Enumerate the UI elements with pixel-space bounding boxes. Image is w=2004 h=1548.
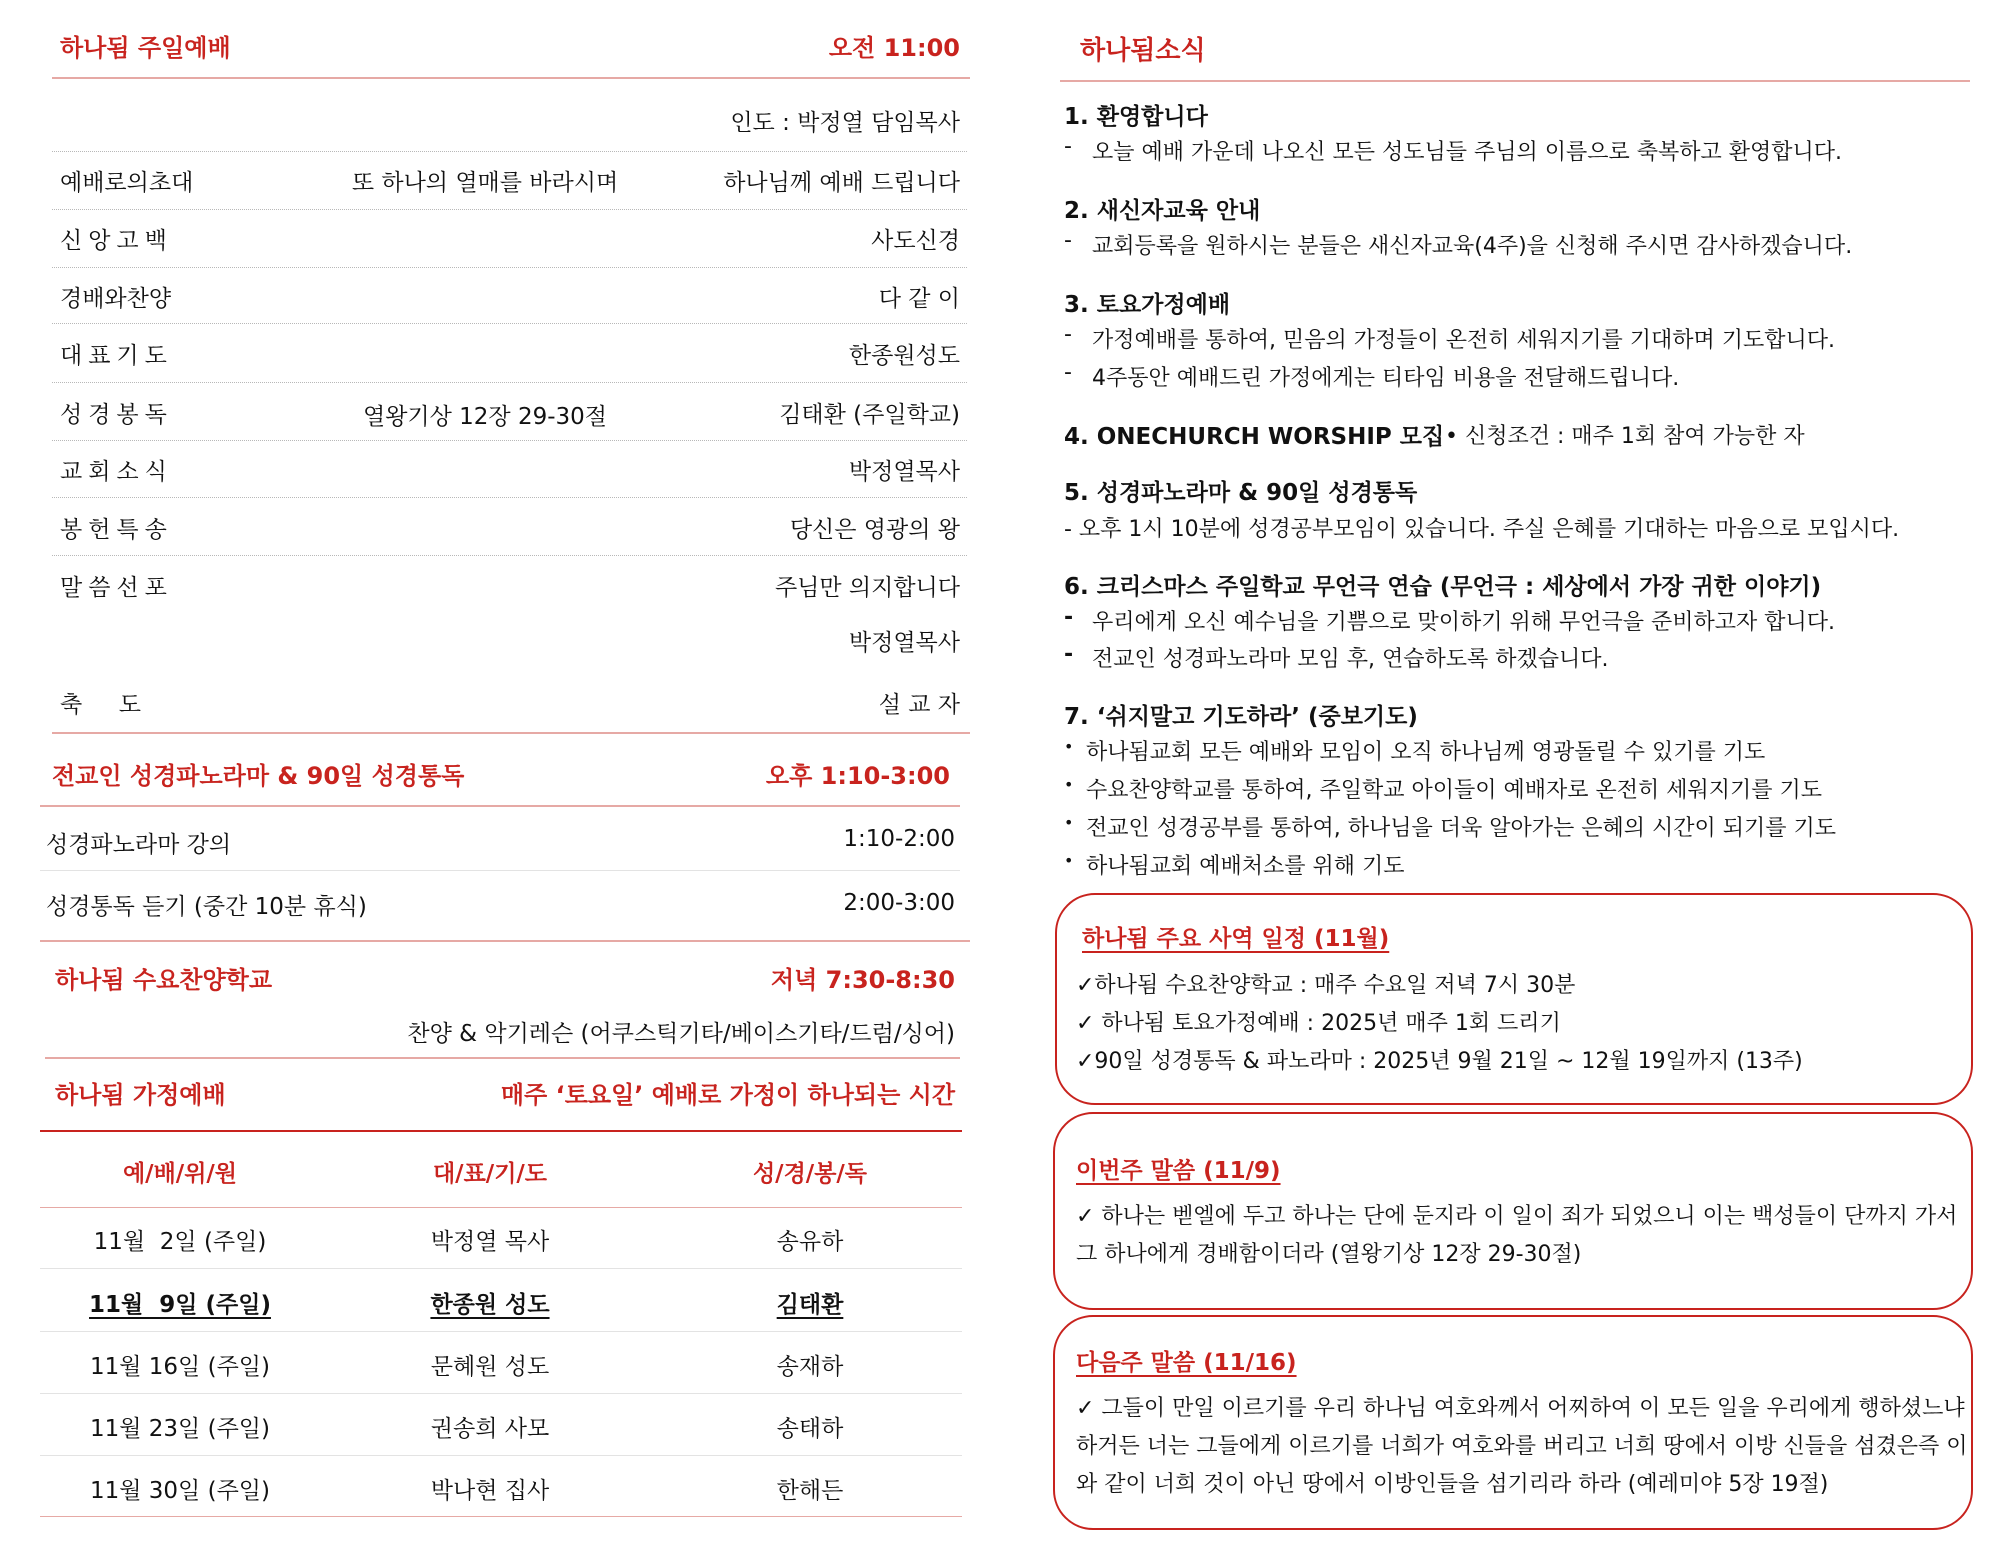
order-right: 다 같 이	[878, 286, 960, 312]
panorama-row-name: 성경통독 듣기 (중간 10분 휴식)	[46, 894, 367, 920]
panorama-row-time: 2:00-3:00	[843, 890, 955, 916]
divider	[45, 1057, 960, 1059]
schedule-title: 하나됨 주요 사역 일정 (11월)	[1082, 926, 1390, 952]
duty-header: 대/표/기/도	[432, 1161, 548, 1187]
order-right: 당신은 영광의 왕	[789, 517, 960, 543]
dash-bullet: -	[1064, 360, 1072, 385]
duty-reading-current: 김태환	[776, 1292, 844, 1318]
schedule-line: ✓90일 성경통독 & 파노라마 : 2025년 9월 21일 ~ 12월 19일까지 (13주)	[1076, 1049, 1803, 1074]
divider	[40, 940, 970, 942]
news-item-heading: 6. 크리스마스 주일학교 무언극 연습 (무언극 : 세상에서 가장 귀한 이야기)	[1064, 574, 1822, 600]
divider	[52, 77, 970, 79]
order-right: 설 교 자	[878, 692, 960, 718]
news-item-line: - 오후 1시 10분에 성경공부모임이 있습니다. 주실 은혜를 기대하는 마음으로 모입시다.	[1064, 517, 1900, 542]
duty-prayer-current: 한종원 성도	[430, 1292, 550, 1318]
dotted-divider	[52, 440, 967, 441]
order-name: 예배로의초대	[60, 170, 194, 196]
duty-prayer: 박나현 집사	[430, 1478, 550, 1504]
order-right: 박정열목사	[848, 459, 960, 485]
order-name: 경배와찬양	[60, 286, 172, 312]
news-item-line: 전교인 성경공부를 통하여, 하나님을 더욱 알아가는 은혜의 시간이 되기를 기도	[1086, 816, 1836, 841]
divider	[40, 1331, 962, 1332]
divider	[52, 732, 970, 734]
dotted-divider	[52, 209, 967, 210]
preacher-name: 박정열목사	[848, 630, 960, 656]
news-item-heading: 1. 환영합니다	[1064, 104, 1208, 130]
worship-title: 하나됨 주일예배	[60, 34, 231, 62]
news-item-line: 하나됨교회 모든 예배와 모임이 오직 하나님께 영광돌릴 수 있기를 기도	[1086, 740, 1766, 765]
news-item-heading: 7. ‘쉬지말고 기도하라’ (중보기도)	[1064, 704, 1418, 730]
duty-reading: 송유하	[776, 1229, 844, 1255]
news-item-heading: 3. 토요가정예배	[1064, 292, 1231, 318]
wednesday-desc: 찬양 & 악기레슨 (어쿠스틱기타/베이스기타/드럼/싱어)	[407, 1021, 955, 1047]
news-item-line: 4주동안 예배드린 가정에게는 티타임 비용을 전달해드립니다.	[1092, 366, 1680, 391]
order-name: 교회소식	[60, 459, 173, 485]
news-item-line: 가정예배를 통하여, 믿음의 가정들이 온전히 세워지기를 기대하며 기도합니다.	[1092, 328, 1836, 353]
duty-reading: 송재하	[776, 1354, 844, 1380]
wednesday-time: 저녁 7:30-8:30	[770, 966, 955, 994]
dot-bullet: •	[1064, 737, 1074, 756]
family-title: 하나됨 가정예배	[55, 1081, 226, 1109]
dotted-divider	[52, 382, 967, 383]
dot-bullet: •	[1064, 775, 1074, 794]
verse-line: 그 하나에게 경배함이더라 (열왕기상 12장 29-30절)	[1076, 1242, 1582, 1267]
news-item-line: 수요찬양학교를 통하여, 주일학교 아이들이 예배자로 온전히 세워지기를 기도	[1086, 778, 1823, 803]
duty-reading	[690, 1286, 930, 1319]
duty-prayer	[370, 1286, 610, 1319]
duty-reading: 송태하	[776, 1416, 844, 1442]
this-week-title: 이번주 말씀 (11/9)	[1076, 1158, 1281, 1184]
divider	[40, 1207, 962, 1208]
order-name: 말씀선포	[60, 575, 173, 601]
dotted-divider	[52, 323, 967, 324]
news-item-line: 교회등록을 원하시는 분들은 새신자교육(4주)을 신청해 주시면 감사하겠습니다.	[1092, 234, 1853, 259]
dotted-divider	[52, 497, 967, 498]
order-right: 한종원성도	[848, 343, 960, 369]
panorama-time: 오후 1:10-3:00	[765, 762, 950, 790]
news-item-line: 하나됨교회 예배처소를 위해 기도	[1086, 854, 1405, 879]
order-right: 사도신경	[871, 228, 960, 254]
news-item-heading: 4. ONECHURCH WORSHIP 모집	[1064, 424, 1445, 450]
dash-bullet: -	[1064, 605, 1074, 630]
order-name: 봉헌특송	[60, 517, 173, 543]
order-name: 대표기도	[60, 343, 173, 369]
duty-header: 예/배/위/원	[122, 1161, 238, 1187]
dash-bullet: -	[1064, 322, 1072, 347]
schedule-line: ✓ 하나됨 토요가정예배 : 2025년 매주 1회 드리기	[1076, 1011, 1561, 1036]
divider	[40, 1393, 962, 1394]
duty-date: 11월 16일 (주일)	[90, 1354, 270, 1380]
duty-date: 11월 2일 (주일)	[93, 1229, 267, 1255]
news-item-line: 오늘 예배 가운데 나오신 모든 성도님들 주님의 이름으로 축복하고 환영합니다.	[1092, 140, 1842, 165]
divider	[40, 870, 960, 871]
dot-bullet: •	[1064, 813, 1074, 832]
duty-prayer: 박정열 목사	[430, 1229, 550, 1255]
divider	[40, 1268, 962, 1269]
verse-line: ✓ 하나는 벧엘에 두고 하나는 단에 둔지라 이 일이 죄가 되었으니 이는 백성들이 단까지 가서	[1076, 1204, 1958, 1229]
dash-bullet: -	[1064, 642, 1074, 667]
duty-date: 11월 23일 (주일)	[90, 1416, 270, 1442]
divider	[40, 1455, 962, 1456]
news-item-heading: 2. 새신자교육 안내	[1064, 198, 1261, 224]
duty-date	[60, 1286, 300, 1319]
family-subtitle: 매주 ‘토요일’ 예배로 가정이 하나되는 시간	[500, 1081, 955, 1109]
divider	[1060, 80, 1970, 82]
dotted-divider	[52, 267, 967, 268]
order-mid: 열왕기상 12장 29-30절	[362, 404, 608, 430]
duty-date-current: 11월 9일 (주일)	[89, 1292, 271, 1318]
news-title: 하나됨소식	[1080, 36, 1206, 66]
duty-prayer: 권송희 사모	[430, 1416, 550, 1442]
dash-bullet: -	[1064, 228, 1072, 253]
duty-reading: 한해든	[776, 1478, 844, 1504]
panorama-title: 전교인 성경파노라마 & 90일 성경통독	[52, 762, 465, 790]
duty-date: 11월 30일 (주일)	[90, 1478, 270, 1504]
news-item-line: 전교인 성경파노라마 모임 후, 연습하도록 하겠습니다.	[1092, 647, 1609, 672]
news-item-heading: 5. 성경파노라마 & 90일 성경통독	[1064, 480, 1418, 506]
divider	[40, 805, 960, 807]
schedule-line: ✓하나됨 수요찬양학교 : 매주 수요일 저녁 7시 30분	[1076, 973, 1576, 998]
dot-bullet: •	[1064, 851, 1074, 870]
panorama-row-name: 성경파노라마 강의	[46, 832, 232, 858]
duty-prayer: 문혜원 성도	[430, 1354, 550, 1380]
dotted-divider	[52, 555, 967, 556]
order-right: 하나님께 예배 드립니다	[723, 170, 960, 196]
news-item-line: 우리에게 오신 예수님을 기쁨으로 맞이하기 위해 무언극을 준비하고자 합니다.	[1092, 610, 1836, 635]
worship-time: 오전 11:00	[828, 34, 960, 62]
order-right: 주님만 의지합니다	[774, 575, 960, 601]
dash-bullet: -	[1064, 134, 1072, 159]
order-name: 축 도	[60, 692, 141, 718]
order-name: 성경봉독	[60, 402, 173, 428]
order-mid: 또 하나의 열매를 바라시며	[351, 170, 619, 196]
divider	[40, 1130, 962, 1132]
verse-line: ✓ 그들이 만일 이르기를 우리 하나님 여호와께서 어찌하여 이 모든 일을 우리에게 행하셨느냐	[1076, 1396, 1965, 1421]
news-item-note: • 신청조건 : 매주 1회 참여 가능한 자	[1445, 424, 1805, 449]
order-name: 신앙고백	[60, 228, 173, 254]
duty-header: 성/경/봉/독	[752, 1161, 868, 1187]
panorama-row-time: 1:10-2:00	[843, 826, 955, 852]
divider	[40, 1516, 962, 1517]
verse-line: 와 같이 너희 것이 아닌 땅에서 이방인들을 섬기리라 하라 (예레미야 5장 19절)	[1076, 1472, 1829, 1497]
next-week-title: 다음주 말씀 (11/16)	[1076, 1350, 1297, 1376]
order-right: 김태환 (주일학교)	[779, 402, 960, 428]
verse-line: 하거든 너는 그들에게 이르기를 너희가 여호와를 버리고 너희 땅에서 이방 신들을 섬겼은즉 이	[1076, 1434, 1968, 1459]
dotted-divider	[52, 151, 967, 152]
wednesday-title: 하나됨 수요찬양학교	[55, 966, 273, 994]
worship-leader: 인도 : 박정열 담임목사	[730, 110, 960, 136]
